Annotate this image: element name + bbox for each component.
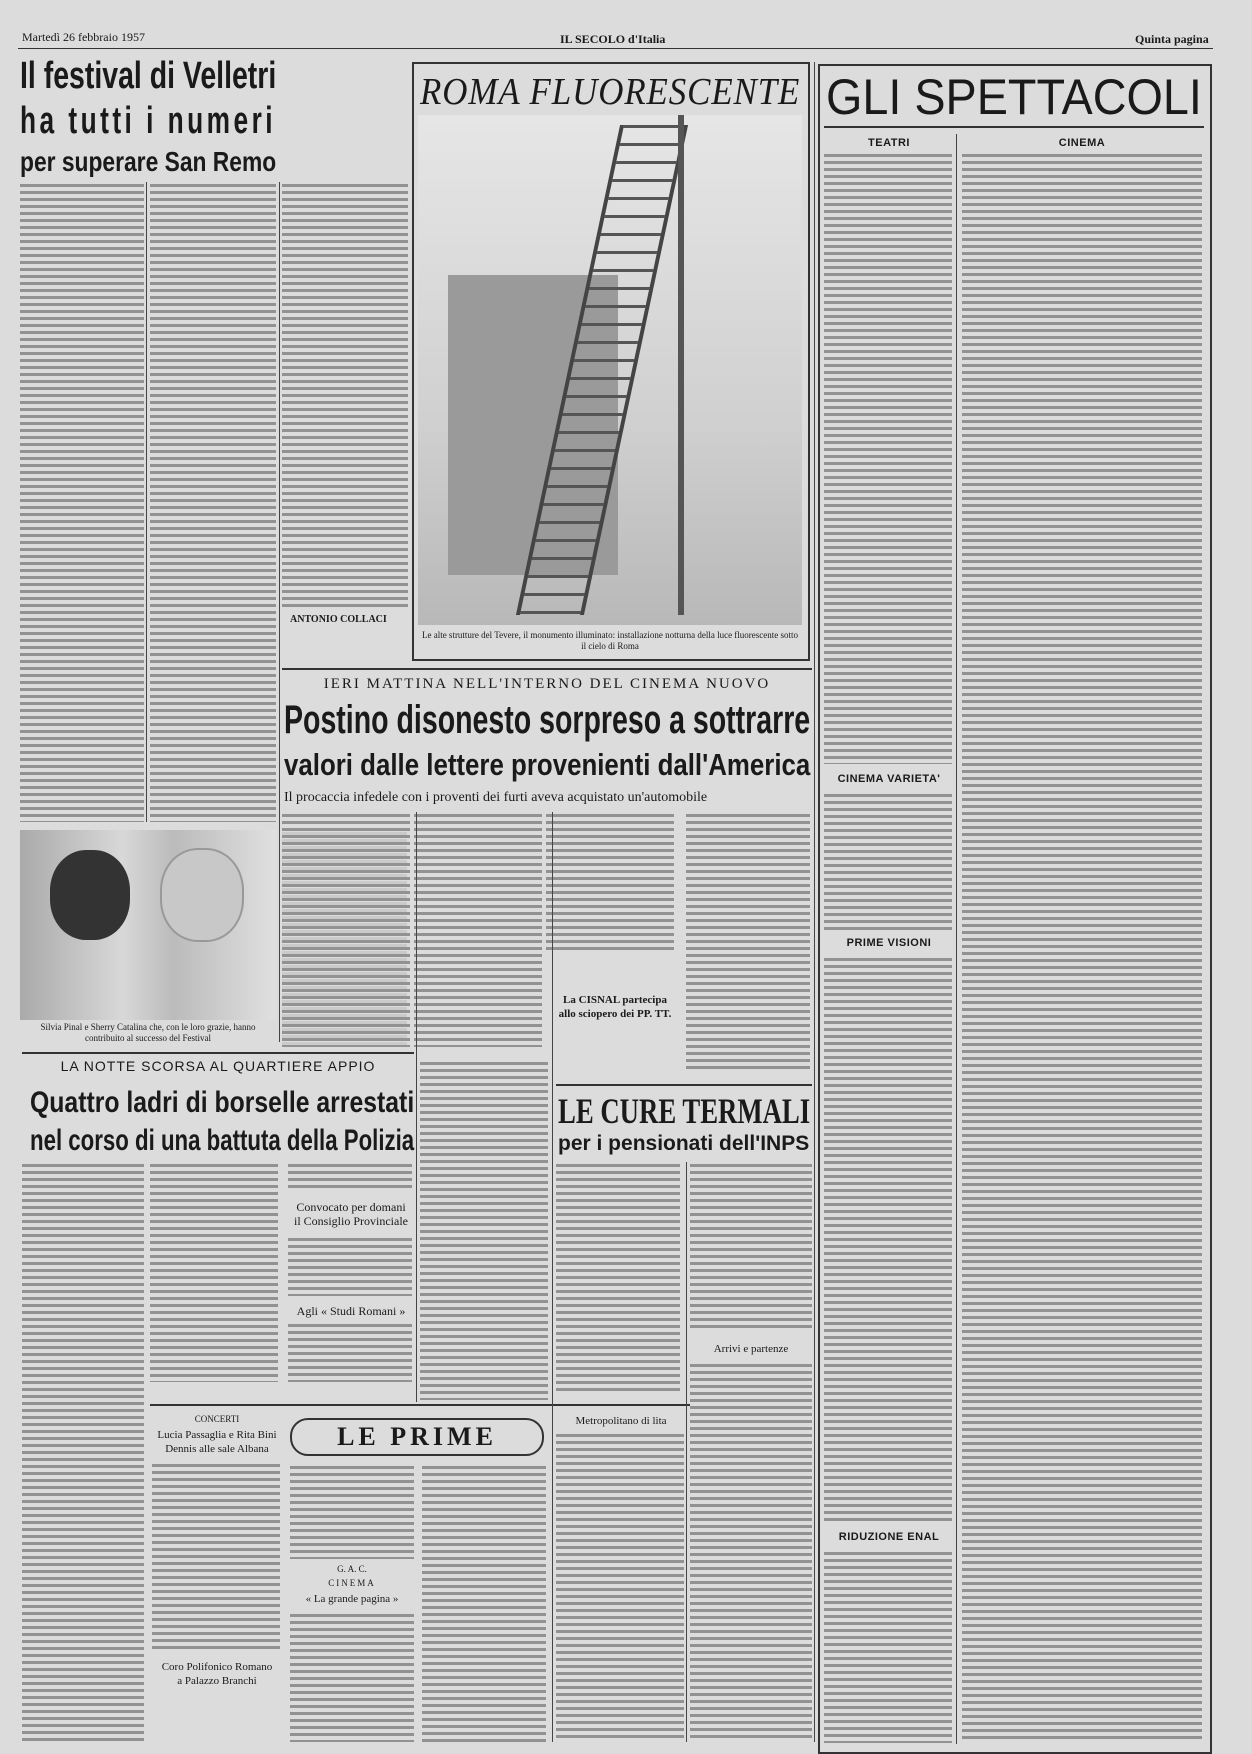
article-text (150, 182, 276, 822)
concerti-title-1: Lucia Passaglia e Rita Bini (157, 1429, 277, 1441)
article-text (20, 182, 144, 822)
prime-visioni-heading: PRIME VISIONI (846, 937, 932, 949)
coro-title-2: a Palazzo Branchi (177, 1675, 257, 1687)
film-title: « La grande pagina » (305, 1593, 399, 1605)
divider (556, 1084, 812, 1086)
consiglio-line-1: Convocato per domani (296, 1200, 406, 1214)
newspaper-name: IL SECOLO d'Italia (560, 32, 666, 46)
roma-title: ROMA FLUORESCENTE (420, 71, 801, 113)
concerti-title-2: Dennis alle sale Albana (165, 1443, 269, 1455)
article-text (290, 1612, 414, 1742)
gac-label: G. A. C. (337, 1564, 367, 1574)
article-text (422, 1464, 546, 1742)
article-text (556, 1162, 680, 1392)
column-rule (552, 812, 553, 1742)
article-text (690, 1162, 812, 1332)
cisnal-line-2: allo sciopero dei PP. TT. (558, 1008, 672, 1020)
column-rule (416, 812, 417, 1402)
postino-headline-2: valori dalle lettere provenienti dall'America (284, 747, 811, 782)
velletri-author: ANTONIO COLLACI (290, 614, 387, 625)
column-rule (956, 134, 957, 1744)
article-text (152, 1462, 280, 1652)
enal-heading: RIDUZIONE ENAL (838, 1531, 940, 1543)
prime-visioni-listings (824, 956, 952, 1522)
column-rule (146, 182, 147, 822)
coro-title (152, 1660, 282, 1688)
article-text (150, 1162, 278, 1382)
article-text (288, 1236, 412, 1296)
cisnal-box (548, 993, 682, 1021)
ladri-headline-2: nel corso di una battuta della Polizia (30, 1124, 415, 1157)
divider (282, 668, 812, 670)
postino-headline-1: Postino disonesto sorpreso a sottrarre (284, 698, 811, 742)
postino-kicker: IERI MATTINA NELL'INTERNO DEL CINEMA NUOVO (323, 676, 771, 692)
ladri-headline-1: Quattro ladri di borselle arrestati (30, 1086, 415, 1119)
article-text (420, 1060, 548, 1400)
coro-title-1: Coro Polifonico Romano (161, 1661, 273, 1673)
article-text (288, 1322, 412, 1382)
postino-subhead: Il procaccia infedele con i proventi dei furti aveva acquistato un'automobile (284, 790, 708, 805)
divider (824, 126, 1204, 128)
varieta-heading: CINEMA VARIETA' (837, 773, 941, 785)
arrivi-title: Arrivi e partenze (713, 1343, 789, 1355)
velletri-headline-1: Il festival di Velletri (20, 55, 277, 97)
article-text (686, 812, 810, 1072)
cinema-listings (962, 152, 1202, 1742)
column-rule (686, 1162, 687, 1742)
article-text (290, 1464, 414, 1559)
roma-caption: Le alte strutture del Tevere, il monumento illuminato: installazione notturna della luce fluorescente sotto il cielo di Roma (421, 630, 799, 651)
varieta-listings (824, 792, 952, 930)
concerti-kicker: CONCERTI (194, 1414, 240, 1424)
actresses-photo (20, 830, 276, 1020)
terme-headline-1: LE CURE TERMALI (558, 1091, 811, 1131)
velletri-headline-3: per superare San Remo (20, 146, 277, 177)
teatri-listings (824, 152, 952, 764)
ladder-photo (418, 115, 802, 625)
divider (22, 1052, 414, 1054)
studi-romani-title: Agli « Studi Romani » (296, 1304, 406, 1318)
metro-title: Metropolitano di lita (575, 1415, 667, 1427)
spettacoli-title: GLI SPETTACOLI (826, 69, 1202, 125)
issue-date: Martedì 26 febbraio 1957 (22, 30, 145, 44)
masthead-rule (18, 48, 1213, 49)
teatri-heading: TEATRI (868, 137, 910, 149)
concerti-title (152, 1428, 282, 1456)
article-text (22, 1162, 144, 1742)
consiglio-line-2: il Consiglio Provinciale (294, 1214, 408, 1228)
article-text (282, 182, 408, 607)
divider (150, 1404, 690, 1406)
article-text (282, 812, 410, 1047)
article-text (690, 1362, 812, 1742)
le-prime-title: LE PRIME (290, 1418, 544, 1456)
terme-headline-2: per i pensionati dell'INPS (558, 1132, 810, 1155)
article-text (288, 1162, 412, 1190)
article-text (414, 812, 542, 1047)
velletri-headline-2: ha tutti i numeri (20, 100, 277, 142)
article-text (556, 1432, 684, 1742)
cisnal-line-1: La CISNAL partecipa (563, 994, 667, 1006)
cinema-label: CINEMA (328, 1578, 376, 1588)
article-text (546, 812, 674, 952)
ladri-kicker: LA NOTTE SCORSA AL QUARTIERE APPIO (60, 1058, 376, 1074)
column-rule (279, 182, 280, 1042)
column-rule (814, 62, 815, 1742)
enal-listings (824, 1550, 952, 1743)
photo-caption: Silvia Pinal e Sherry Catalina che, con le loro grazie, hanno contribuito al successo del Festival (40, 1022, 256, 1043)
page-number: Quinta pagina (1135, 32, 1209, 46)
consiglio-box (288, 1200, 414, 1228)
cinema-heading: CINEMA (1058, 137, 1106, 149)
